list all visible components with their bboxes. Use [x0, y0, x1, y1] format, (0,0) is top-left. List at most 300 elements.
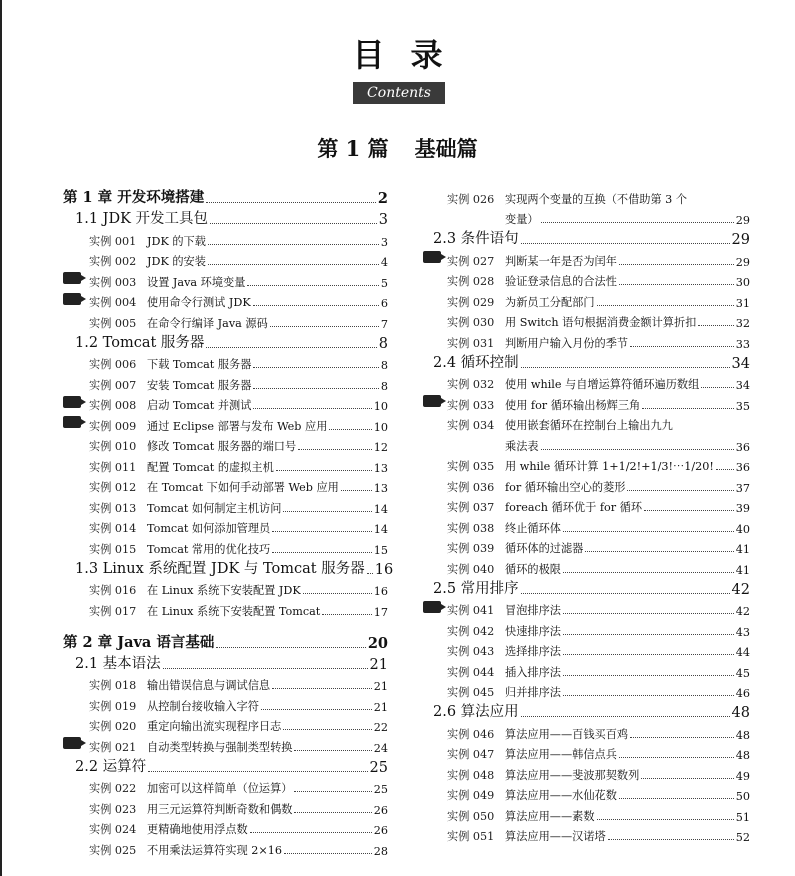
toc-entry[interactable]: [425, 372, 750, 393]
dot-leader: [261, 709, 372, 710]
toc-entry[interactable]: [425, 269, 750, 290]
example-number: 实例 042: [447, 624, 495, 638]
example-number: 实例 039: [447, 542, 495, 555]
page-number: 15: [373, 543, 388, 557]
example-number: 实例 021: [89, 740, 137, 754]
dot-leader: [597, 819, 734, 820]
dot-leader: [630, 737, 734, 738]
entry-title: 2.3 条件语句: [433, 231, 519, 247]
dot-leader: [608, 839, 734, 840]
dot-leader: [208, 244, 379, 245]
toc-section[interactable]: [63, 557, 394, 578]
entry-title: JDK 的下载: [147, 234, 206, 248]
dot-leader: [250, 832, 372, 833]
entry-title: 算法应用——斐波那契数列: [505, 768, 640, 782]
toc-entry[interactable]: [425, 824, 750, 845]
page-number: 26: [373, 803, 388, 817]
dot-leader: [541, 449, 734, 450]
example-number: 实例 049: [447, 789, 495, 802]
toc-entry[interactable]: [63, 310, 388, 331]
dot-leader: [216, 647, 365, 648]
example-number: 实例 013: [89, 501, 137, 515]
entry-title: 乘法表: [505, 439, 539, 453]
example-number: 实例 050: [447, 809, 495, 823]
example-number: 实例 015: [89, 542, 137, 556]
entry-title: 不用乘法运算符实现 2×16: [147, 843, 282, 857]
toc-entry[interactable]: [425, 680, 750, 701]
example-number: 实例 028: [447, 275, 495, 288]
dot-leader: [619, 757, 734, 758]
video-camera-icon: [63, 396, 81, 408]
page-number: 10: [373, 420, 388, 434]
entry-title: 使用 while 与自增运算符循环遍历数组: [505, 378, 700, 391]
dot-leader: [283, 511, 371, 512]
part-heading: [0, 133, 795, 163]
dot-leader: [563, 613, 734, 614]
page-number: 36: [735, 440, 750, 454]
page-number: 22: [373, 721, 388, 734]
toc-entry[interactable]: [425, 392, 750, 413]
example-number: 实例 041: [447, 604, 495, 617]
page-number: 51: [735, 810, 750, 824]
toc-entry[interactable]: [425, 248, 750, 269]
page-number: 50: [735, 790, 750, 803]
page-number: 30: [735, 276, 750, 289]
example-number: 实例 036: [447, 480, 495, 494]
entry-title: 验证登录信息的合法性: [505, 275, 617, 288]
page-number: 48: [735, 749, 750, 762]
page-number: 14: [373, 502, 388, 516]
page-number: 14: [373, 523, 388, 536]
page-number: 34: [731, 355, 750, 372]
toc-section[interactable]: [425, 577, 750, 598]
entry-title: 算法应用——汉诺塔: [505, 830, 606, 843]
entry-title: 使用命令行测试 JDK: [147, 296, 251, 309]
part-name: 基础篇: [414, 136, 478, 161]
page-title: 目录: [352, 36, 469, 74]
entry-title: 算法应用——韩信点兵: [505, 748, 617, 761]
entry-title: 第 2 章 Java 语言基础: [63, 633, 215, 651]
entry-title: 用三元运算符判断奇数和偶数: [147, 802, 293, 816]
entry-title: 在 Linux 系统下安装配置 Tomcat: [147, 604, 321, 618]
toc-entry[interactable]: [63, 352, 388, 373]
dot-leader: [597, 305, 734, 306]
toc-section[interactable]: [425, 351, 750, 372]
entry-title: 2.1 基本语法: [75, 655, 161, 672]
toc-spacer: [63, 619, 388, 631]
dot-leader: [284, 853, 372, 854]
dot-leader: [341, 490, 372, 491]
toc-entry[interactable]: [63, 837, 388, 858]
example-number: 实例 004: [89, 296, 137, 309]
page-number: 31: [735, 296, 750, 310]
toc-entry[interactable]: [425, 495, 750, 516]
page-number: 49: [735, 769, 750, 783]
toc-chapter[interactable]: [63, 631, 388, 652]
example-number: 实例 048: [447, 768, 495, 782]
page-number: 28: [373, 844, 388, 858]
dot-leader: [563, 654, 734, 655]
entry-title: 下载 Tomcat 服务器: [147, 358, 252, 371]
page-number: 12: [373, 441, 388, 454]
example-number: 实例 003: [89, 275, 137, 289]
entry-title: 算法应用——素数: [505, 809, 595, 823]
dot-leader: [163, 668, 368, 669]
entry-title: 输出错误信息与调试信息: [147, 679, 271, 692]
example-number: 实例 007: [89, 378, 137, 392]
example-number: 实例 017: [89, 604, 137, 618]
dot-leader: [298, 449, 372, 450]
example-number: 实例 011: [89, 460, 137, 474]
page-number: 16: [374, 561, 394, 578]
dot-leader: [541, 222, 734, 223]
example-number: 实例 051: [447, 830, 495, 843]
dot-leader: [521, 593, 730, 594]
example-number: 实例 010: [89, 440, 137, 453]
example-number: 实例 020: [89, 720, 137, 733]
toc-section[interactable]: [425, 227, 750, 248]
dot-leader: [303, 593, 372, 594]
page-number: 37: [735, 481, 750, 495]
example-number: 实例 038: [447, 521, 495, 535]
page-number: 46: [735, 687, 750, 700]
toc-entry[interactable]: [425, 413, 750, 434]
example-number: 实例 019: [89, 699, 137, 713]
dot-leader: [272, 552, 372, 553]
dot-leader: [701, 387, 733, 388]
toc-entry[interactable]: [425, 598, 750, 619]
entry-title: 判断用户输入月份的季节: [505, 336, 629, 350]
dot-leader: [322, 614, 371, 615]
toc-entry[interactable]: [425, 783, 750, 804]
dot-leader: [585, 551, 733, 552]
toc-entry[interactable]: [425, 474, 750, 495]
entry-title: 配置 Tomcat 的虚拟主机: [147, 460, 274, 474]
toc-entry[interactable]: [63, 269, 388, 290]
dot-leader: [630, 346, 734, 347]
entry-title: 修改 Tomcat 服务器的端口号: [147, 440, 297, 453]
dot-leader: [148, 771, 367, 772]
dot-leader: [294, 812, 371, 813]
example-number: 实例 045: [447, 686, 495, 699]
example-number: 实例 027: [447, 254, 495, 268]
entry-title: 2.6 算法应用: [433, 704, 519, 720]
dot-leader: [329, 429, 371, 430]
toc-section[interactable]: [63, 207, 388, 228]
entry-title: 插入排序法: [505, 665, 561, 679]
toc-entry[interactable]: [63, 290, 388, 311]
dot-leader: [619, 798, 734, 799]
toc-entry[interactable]: [63, 536, 388, 557]
entry-title: 在 Tomcat 下如何手动部署 Web 应用: [147, 481, 339, 494]
entry-title: 启动 Tomcat 并测试: [147, 399, 252, 412]
entry-title: 实现两个变量的互换（不借助第 3 个: [505, 192, 688, 206]
toc-entry[interactable]: [63, 372, 388, 393]
entry-title: 第 1 章 开发环境搭建: [63, 189, 205, 206]
entry-title: 从控制台接收输入字符: [147, 699, 259, 713]
page-number: 21: [373, 680, 388, 693]
example-number: 实例 030: [447, 316, 495, 329]
page-number: 10: [373, 400, 388, 413]
page-number: 40: [735, 522, 750, 536]
toc-entry[interactable]: [63, 495, 388, 516]
toc-entry[interactable]: [63, 413, 388, 434]
dot-leader: [253, 367, 378, 368]
toc-entry[interactable]: [63, 578, 388, 599]
entry-title: 判断某一年是否为闰年: [505, 254, 617, 268]
entry-title: JDK 的安装: [147, 255, 206, 268]
toc-entry[interactable]: [425, 803, 750, 824]
dot-leader: [619, 264, 734, 265]
page-number: 25: [373, 783, 388, 796]
page-number: 17: [373, 605, 388, 619]
toc-entry[interactable]: [63, 228, 388, 249]
entry-title: 加密可以这样简单（位运算）: [147, 782, 293, 795]
toc-section[interactable]: [63, 331, 388, 352]
page-number: 3: [380, 235, 388, 249]
toc-section[interactable]: [63, 755, 388, 776]
entry-title: 自动类型转换与强制类型转换: [147, 740, 293, 754]
page-number: 33: [735, 337, 750, 351]
example-number: 实例 035: [447, 460, 495, 473]
example-number: 实例 046: [447, 727, 495, 741]
example-number: 实例 029: [447, 295, 495, 309]
toc-entry[interactable]: [63, 776, 388, 797]
page-number: 34: [735, 379, 750, 392]
example-number: 实例 024: [89, 823, 137, 836]
toc-entry[interactable]: [63, 475, 388, 496]
video-camera-icon: [63, 272, 81, 284]
entry-title: 循环体的过滤器: [505, 542, 584, 555]
toc-right-column: [425, 186, 750, 844]
dot-leader: [627, 490, 733, 491]
example-number: 实例 008: [89, 399, 137, 412]
dot-leader: [206, 347, 376, 348]
page-number: 8: [380, 379, 388, 393]
entry-title: 使用 for 循环输出杨辉三角: [505, 398, 641, 412]
example-number: 实例 012: [89, 481, 137, 494]
contents-badge: Contents: [353, 82, 445, 104]
toc-entry[interactable]: [425, 330, 750, 351]
toc-entry[interactable]: [425, 515, 750, 536]
dot-leader: [716, 469, 734, 470]
dot-leader: [247, 285, 378, 286]
page-number: 16: [373, 585, 388, 598]
example-number: 实例 031: [447, 336, 495, 350]
toc-entry[interactable]: [63, 249, 388, 270]
example-number: 实例 001: [89, 234, 137, 248]
entry-title: 归并排序法: [505, 686, 561, 699]
page-number: 8: [380, 359, 388, 372]
page-number: 6: [380, 297, 388, 310]
page-number: 21: [373, 700, 388, 714]
entry-title: 设置 Java 环境变量: [147, 275, 246, 289]
entry-title: 重定向输出流实现程序日志: [147, 720, 282, 733]
page-edge-rule: [0, 0, 2, 876]
dot-leader: [206, 202, 376, 203]
toc-entry[interactable]: [425, 289, 750, 310]
example-number: 实例 025: [89, 843, 137, 857]
video-camera-icon: [63, 293, 81, 305]
entry-title: 选择排序法: [505, 645, 561, 658]
toc-entry[interactable]: [425, 659, 750, 680]
dot-leader: [276, 470, 372, 471]
entry-title: 算法应用——水仙花数: [505, 789, 617, 802]
toc-entry[interactable]: [425, 618, 750, 639]
toc-entry[interactable]: [63, 714, 388, 735]
page-number: 4: [380, 256, 388, 269]
toc-entry[interactable]: [425, 186, 750, 207]
entry-title: 1.2 Tomcat 服务器: [75, 334, 205, 351]
dot-leader: [698, 325, 733, 326]
dot-leader: [210, 223, 377, 224]
dot-leader: [563, 634, 734, 635]
example-number: 实例 022: [89, 782, 137, 795]
toc-entry[interactable]: [425, 721, 750, 742]
entry-title: 2.2 运算符: [75, 758, 147, 775]
dot-leader: [208, 264, 379, 265]
page-number: 43: [735, 625, 750, 639]
toc-entry[interactable]: [425, 742, 750, 763]
entry-title: 使用嵌套循环在控制台上输出九九: [505, 419, 673, 432]
toc-entry[interactable]: [425, 762, 750, 783]
dot-leader: [642, 408, 734, 409]
toc-entry[interactable]: [63, 598, 388, 619]
entry-title: 用 Switch 语句根据消费金额计算折扣: [505, 316, 697, 329]
page-number: 48: [735, 728, 750, 742]
example-number: 实例 016: [89, 584, 137, 597]
example-number: 实例 032: [447, 378, 495, 391]
entry-title: 2.4 循环控制: [433, 354, 519, 371]
page-number: 26: [373, 824, 388, 837]
toc-entry[interactable]: [63, 734, 388, 755]
entry-title: for 循环输出空心的菱形: [505, 480, 626, 494]
video-camera-icon: [63, 737, 81, 749]
page-number: 8: [378, 335, 388, 352]
toc-entry[interactable]: [425, 454, 750, 475]
entry-title: 终止循环体: [505, 521, 561, 535]
dot-leader: [253, 388, 378, 389]
toc-entry[interactable]: [425, 556, 750, 577]
dot-leader: [563, 695, 734, 696]
toc-entry[interactable]: [425, 310, 750, 331]
video-camera-icon: [423, 395, 441, 407]
page-number: 21: [369, 656, 388, 673]
page-number: 42: [731, 581, 750, 598]
page-number: 36: [735, 461, 750, 474]
page-number: 45: [735, 666, 750, 680]
entry-title: 算法应用——百钱买百鸡: [505, 727, 629, 741]
entry-title: foreach 循环优于 for 循环: [505, 501, 643, 514]
dot-leader: [521, 243, 730, 244]
page-number: 39: [735, 502, 750, 515]
video-camera-icon: [423, 251, 441, 263]
example-number: 实例 047: [447, 748, 495, 761]
example-number: 实例 043: [447, 645, 495, 658]
part-number: 第 1 篇: [317, 136, 389, 161]
page-number: 42: [735, 605, 750, 618]
toc-section[interactable]: [63, 652, 388, 673]
example-number: 实例 002: [89, 255, 137, 268]
entry-title: 在 Linux 系统下安装配置 JDK: [147, 584, 301, 597]
page-number: 7: [380, 317, 388, 331]
dot-leader: [641, 778, 733, 779]
page-number: 32: [735, 317, 750, 330]
example-number: 实例 037: [447, 501, 495, 514]
entry-title: Tomcat 常用的优化技巧: [147, 542, 271, 556]
toc-entry[interactable]: [63, 393, 388, 414]
page-number: 48: [731, 705, 750, 721]
dot-leader: [253, 408, 371, 409]
example-number: 实例 014: [89, 522, 137, 535]
entry-title: 通过 Eclipse 部署与发布 Web 应用: [147, 419, 328, 433]
example-number: 实例 040: [447, 562, 495, 576]
page-number: 3: [378, 212, 388, 228]
page-number: 2: [377, 190, 388, 207]
toc-entry[interactable]: [63, 673, 388, 694]
example-number: 实例 023: [89, 802, 137, 816]
dot-leader: [270, 326, 379, 327]
page-number: 44: [735, 646, 750, 659]
toc-section[interactable]: [425, 700, 750, 721]
dot-leader: [563, 572, 734, 573]
entry-title: 1.3 Linux 系统配置 JDK 与 Tomcat 服务器: [75, 560, 365, 577]
toc-entry[interactable]: [63, 454, 388, 475]
dot-leader: [521, 367, 730, 368]
example-number: 实例 044: [447, 665, 495, 679]
entry-title: 变量）: [505, 213, 539, 226]
dot-leader: [294, 791, 371, 792]
page-number: 52: [735, 831, 750, 844]
toc-entry[interactable]: [63, 516, 388, 537]
entry-title: 在命令行编译 Java 源码: [147, 316, 268, 330]
page-number: 25: [369, 759, 388, 776]
toc-entry[interactable]: [63, 817, 388, 838]
entry-title: 快速排序法: [505, 624, 561, 638]
toc-chapter[interactable]: [63, 186, 388, 207]
dot-leader: [619, 284, 734, 285]
entry-title: Tomcat 如何添加管理员: [147, 522, 271, 535]
toc-entry[interactable]: [63, 434, 388, 455]
page-number: 13: [373, 461, 388, 475]
dot-leader: [521, 716, 730, 717]
dot-leader: [563, 675, 734, 676]
toc-entry[interactable]: [63, 693, 388, 714]
page-number: 20: [367, 634, 388, 652]
entry-title: 1.1 JDK 开发工具包: [75, 211, 209, 227]
toc-entry[interactable]: [425, 207, 750, 228]
entry-title: 循环的极限: [505, 562, 561, 576]
toc-entry[interactable]: [425, 639, 750, 660]
entry-title: 安装 Tomcat 服务器: [147, 378, 252, 392]
toc-entry[interactable]: [425, 433, 750, 454]
entry-title: 2.5 常用排序: [433, 580, 519, 597]
entry-title: Tomcat 如何制定主机访问: [147, 501, 282, 515]
dot-leader: [272, 531, 372, 532]
page-number: 29: [735, 255, 750, 269]
toc-entry[interactable]: [63, 796, 388, 817]
example-number: 实例 005: [89, 316, 137, 330]
toc-entry[interactable]: [425, 536, 750, 557]
page-number: 41: [735, 563, 750, 577]
example-number: 实例 006: [89, 358, 137, 371]
video-camera-icon: [423, 601, 441, 613]
dot-leader: [563, 531, 734, 532]
example-number: 实例 009: [89, 419, 137, 433]
dot-leader: [294, 750, 371, 751]
page-number: 13: [373, 482, 388, 495]
example-number: 实例 034: [447, 419, 495, 432]
